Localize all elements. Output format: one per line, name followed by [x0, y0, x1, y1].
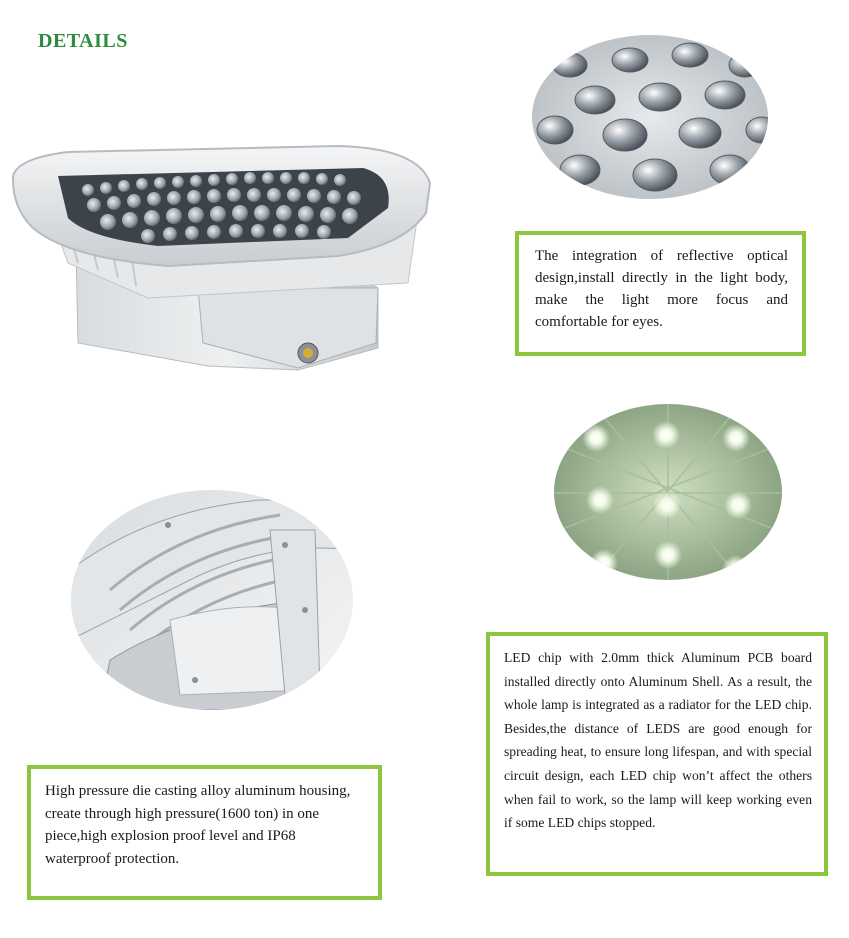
pcb-description-box — [486, 632, 828, 876]
optics-description-box — [515, 231, 806, 356]
housing-description: High pressure die casting alloy aluminum housing, create through high pressure(1600 ton) in one piece,high explosion proof level and IP68 waterproof protection. — [45, 783, 351, 867]
led-floodlight-product-image — [8, 138, 438, 373]
housing-description-box — [27, 765, 382, 900]
housing-closeup-image — [70, 490, 355, 710]
reflector-closeup-image — [530, 35, 770, 200]
led-chip-board-image — [552, 403, 784, 581]
page-title: DETAILS — [38, 30, 128, 52]
optics-description: The integration of reflective optical design,install directly in the light body, make the light more focus and comfortable for eyes. — [535, 248, 788, 330]
pcb-description: LED chip with 2.0mm thick Aluminum PCB board installed directly onto Aluminum Shell. As a result, the whole lamp is integrated as a radiator for the LED chip. Besides,the distance of LEDS are good enough for spreading heat, to ensure long lifespan, and with special circuit design, each LED chip won’t affect the others when fail to work, so the lamp will keep working even if some LED chips stopped. — [504, 650, 812, 831]
